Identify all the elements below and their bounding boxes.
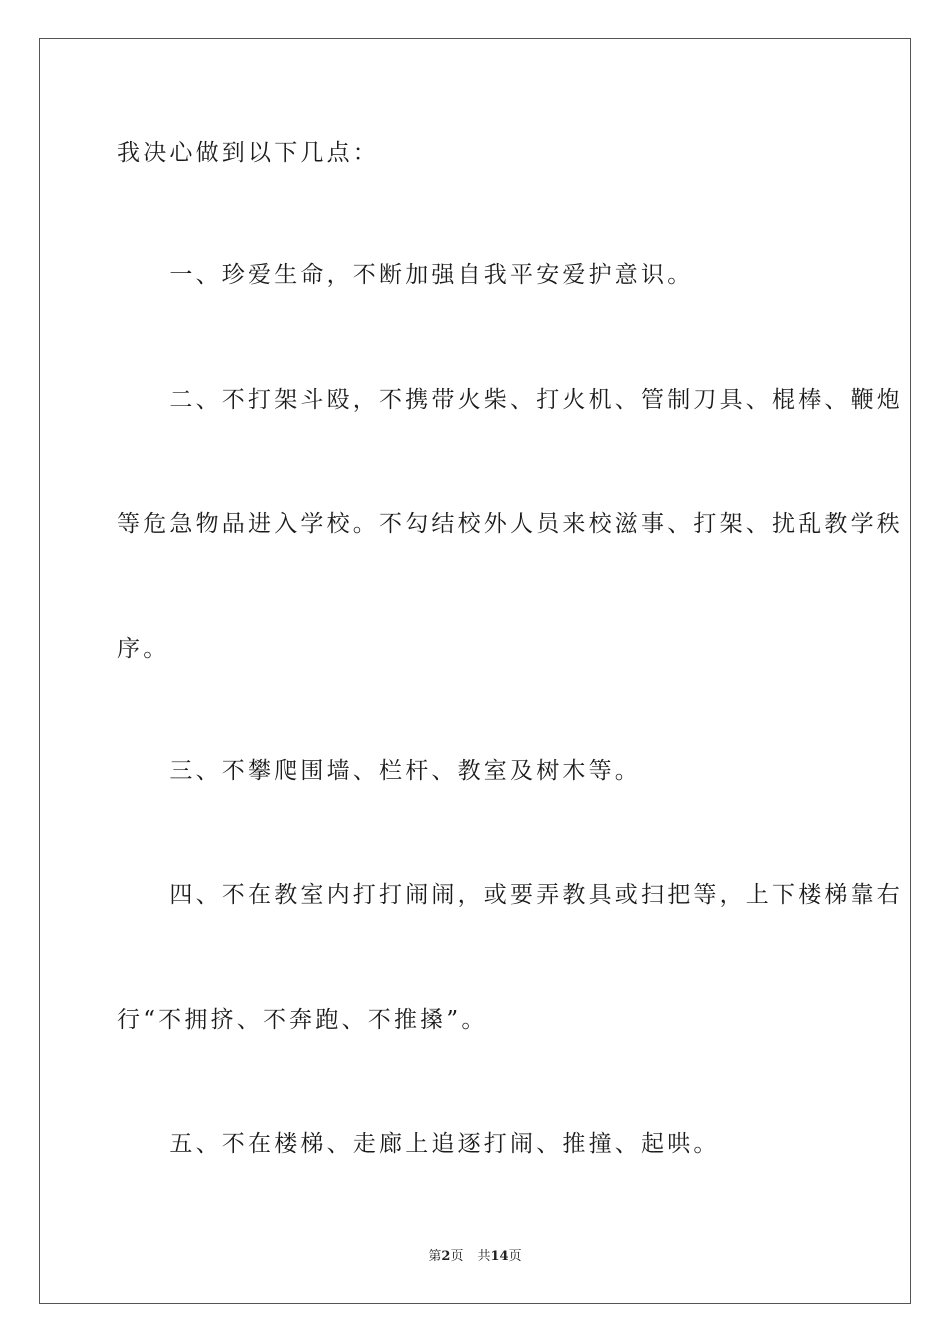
text-line-1: 我决心做到以下几点： <box>117 140 379 166</box>
page-suffix: 页 <box>450 1249 464 1264</box>
text-line-4: 等危急物品进入学校。不勾结校外人员来校滋事、打架、扰乱教学秩 <box>117 511 903 537</box>
total-pages: 14 <box>490 1249 509 1264</box>
total-suffix: 页 <box>508 1249 522 1264</box>
page-number: 2 <box>441 1249 451 1264</box>
text-line-2: 一、珍爱生命，不断加强自我平安爱护意识。 <box>117 262 694 288</box>
text-line-5: 序。 <box>117 636 170 662</box>
text-line-3: 二、不打架斗殴，不携带火柴、打火机、管制刀具、棍棒、鞭炮 <box>117 387 903 413</box>
total-prefix: 共 <box>477 1249 491 1264</box>
page-prefix: 第 <box>428 1249 442 1264</box>
text-line-8: 行“不拥挤、不奔跑、不推搡”。 <box>117 1007 488 1033</box>
text-line-9: 五、不在楼梯、走廊上追逐打闹、推撞、起哄。 <box>117 1131 720 1157</box>
page-border <box>39 38 911 1304</box>
text-line-7: 四、不在教室内打打闹闹，或要弄教具或扫把等，上下楼梯靠右 <box>117 882 903 908</box>
text-line-6: 三、不攀爬围墙、栏杆、教室及树木等。 <box>117 758 641 784</box>
page-footer <box>0 1248 950 1266</box>
